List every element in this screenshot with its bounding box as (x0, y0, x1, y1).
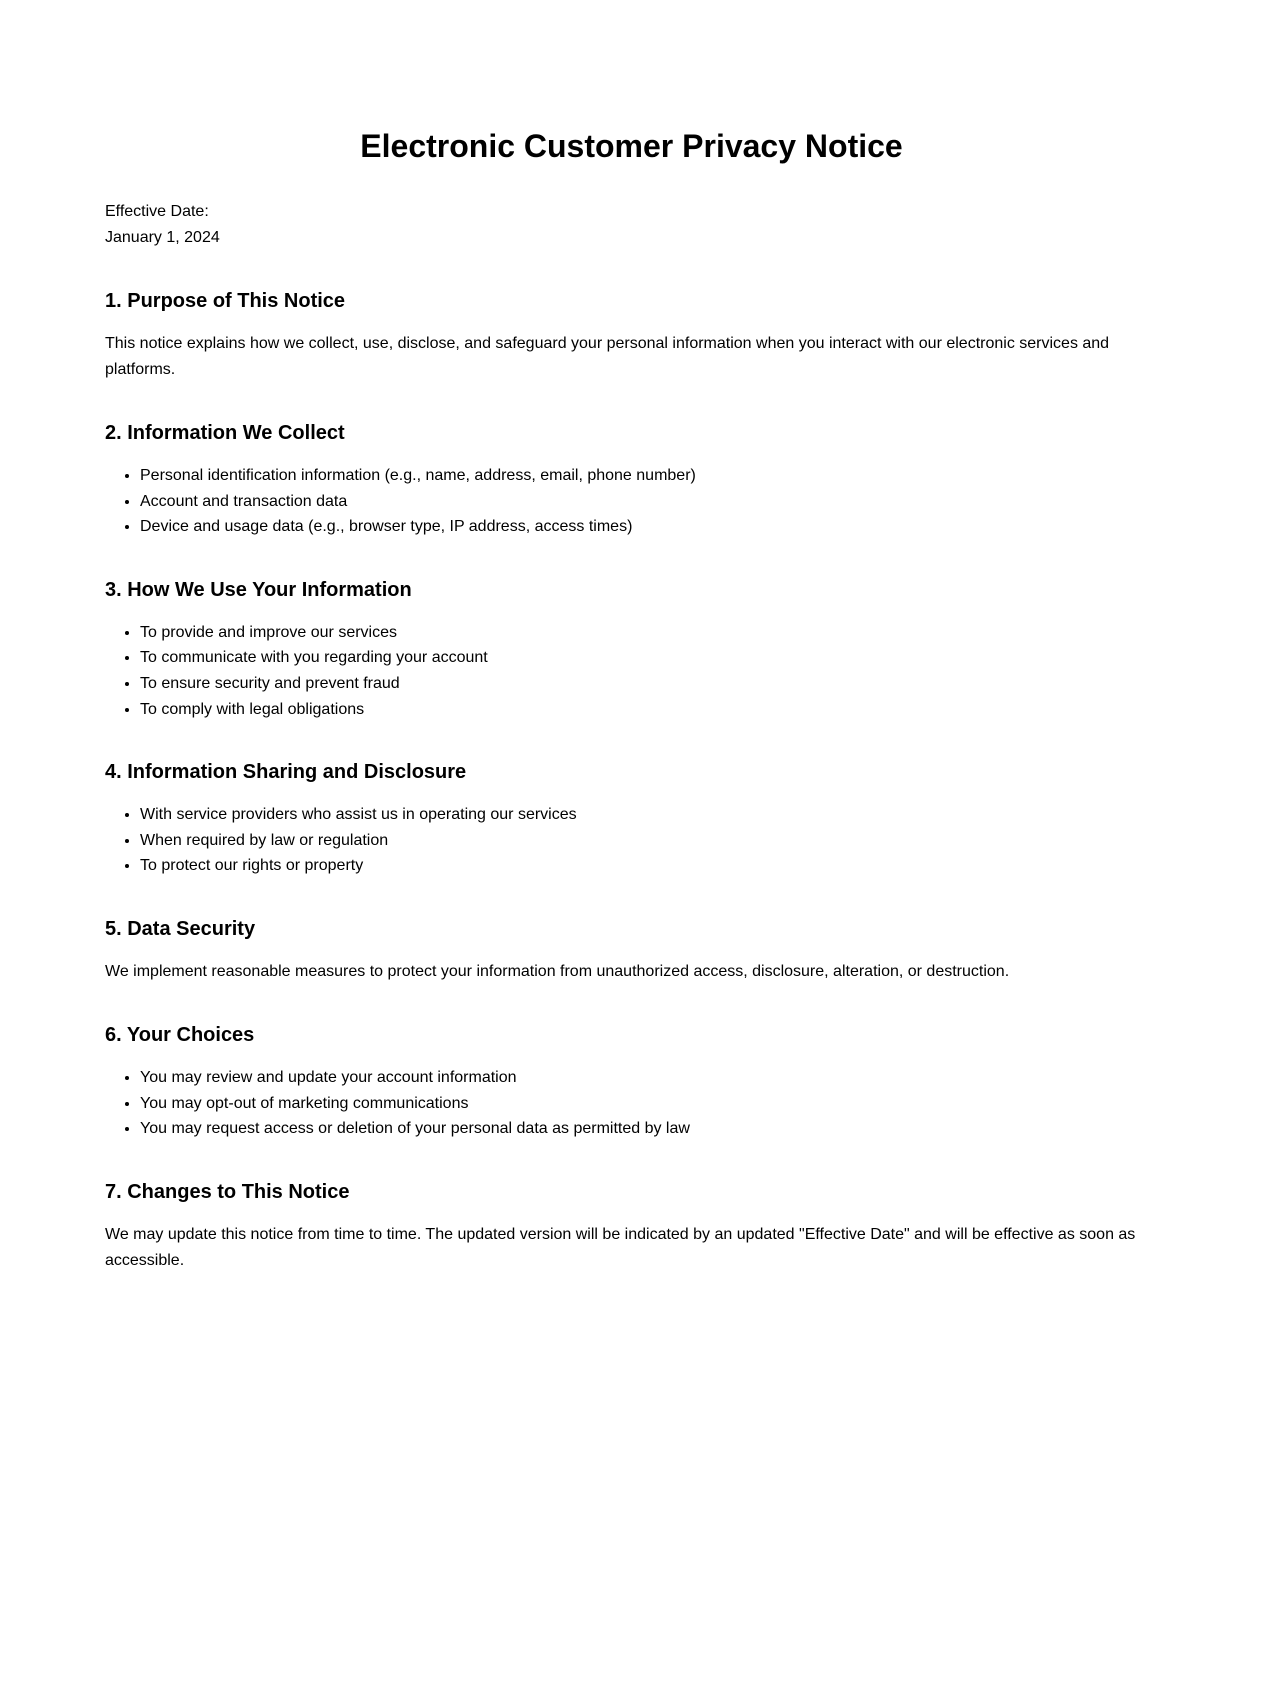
section-heading: 6. Your Choices (105, 1023, 255, 1046)
list-item: • To protect our rights or property (140, 853, 1158, 879)
bullet-list (105, 620, 1158, 722)
list-item: • You may opt-out of marketing communications (140, 1091, 1158, 1117)
section-heading: 7. Changes to This Notice (105, 1180, 350, 1203)
list-item: • To ensure security and prevent fraud (140, 671, 1158, 697)
effective-date-block (105, 199, 1158, 251)
list-item: • To provide and improve our services (140, 620, 1158, 646)
list-item: • You may review and update your account information (140, 1065, 1158, 1091)
bullet-list (105, 463, 1158, 540)
list-item: • To communicate with you regarding your account (140, 645, 1158, 671)
section-heading: 3. How We Use Your Information (105, 578, 412, 601)
effective-date-value: January 1, 2024 (105, 229, 220, 246)
list-item: • Device and usage data (e.g., browser type, IP address, access times) (140, 514, 1158, 540)
section-paragraph: We may update this notice from time to time. The updated version will be indicated by an updated "Effective Date" and will be effective as soon as accessible. (105, 1225, 1136, 1269)
section-data-security (105, 916, 1158, 985)
bullet-list (105, 802, 1158, 879)
list-item: • To comply with legal obligations (140, 697, 1158, 723)
section-information-collected (105, 420, 1158, 540)
effective-date-label: Effective Date: (105, 203, 209, 220)
section-your-choices (105, 1022, 1158, 1142)
page-title: Electronic Customer Privacy Notice (360, 128, 903, 164)
section-how-we-use (105, 577, 1158, 722)
list-item: • You may request access or deletion of your personal data as permitted by law (140, 1116, 1158, 1142)
section-paragraph: This notice explains how we collect, use, disclose, and safeguard your personal information when you interact with our electronic services and platforms. (105, 335, 1110, 378)
section-paragraph: We implement reasonable measures to protect your information from unauthorized access, disclosure, alteration, or destruction. (105, 962, 1010, 980)
section-sharing-disclosure (105, 759, 1158, 879)
section-changes (105, 1179, 1158, 1274)
list-item: • Account and transaction data (140, 489, 1158, 515)
section-heading: 2. Information We Collect (105, 422, 345, 444)
section-purpose (105, 288, 1158, 383)
section-heading: 1. Purpose of This Notice (105, 290, 346, 312)
list-item: • Personal identification information (e.g., name, address, email, phone number) (140, 463, 1158, 489)
section-heading: 5. Data Security (105, 917, 256, 940)
list-item: • When required by law or regulation (140, 828, 1158, 854)
bullet-list (105, 1065, 1158, 1142)
list-item: • With service providers who assist us in operating our services (140, 802, 1158, 828)
section-heading: 4. Information Sharing and Disclosure (105, 761, 467, 784)
